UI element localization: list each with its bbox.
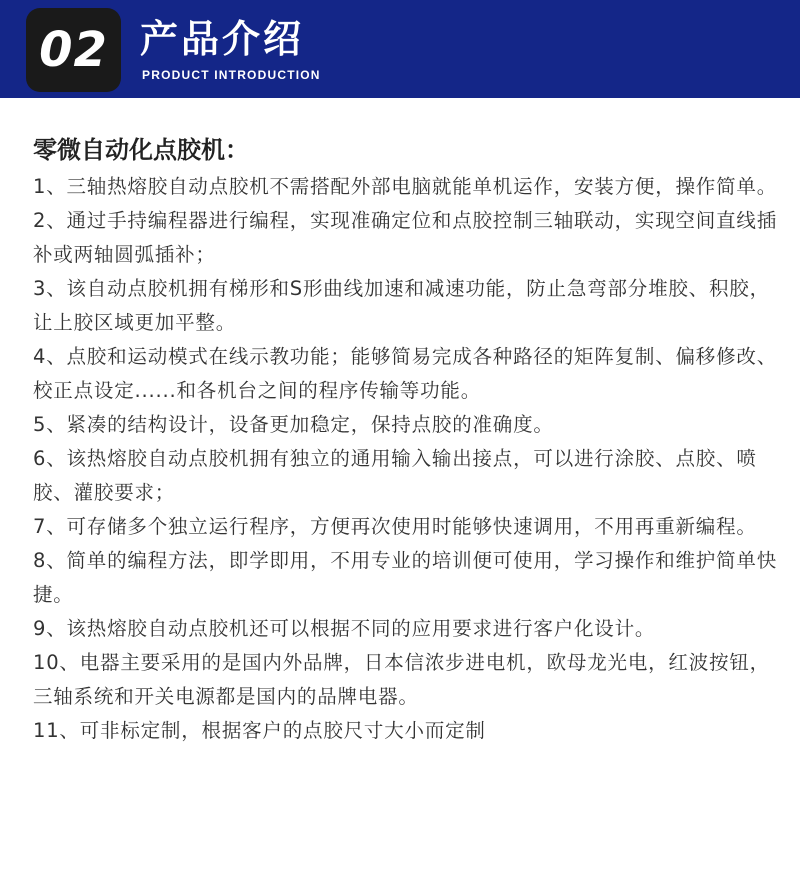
feature-item: 8、简单的编程方法，即学即用，不用专业的培训便可使用，学习操作和维护简单快捷。 bbox=[33, 549, 778, 606]
product-description bbox=[33, 130, 778, 748]
feature-item: 3、该自动点胶机拥有梯形和S形曲线加速和减速功能，防止急弯部分堆胶、积胶，让上胶区域更加平整。 bbox=[33, 277, 770, 334]
feature-item: 2、通过手持编程器进行编程，实现准确定位和点胶控制三轴联动，实现空间直线插补或两轴圆弧插补； bbox=[33, 209, 778, 266]
feature-item: 11、可非标定制，根据客户的点胶尺寸大小而定制 bbox=[33, 719, 486, 742]
feature-item: 1、三轴热熔胶自动点胶机不需搭配外部电脑就能单机运作，安装方便，操作简单。 bbox=[33, 175, 778, 198]
feature-item: 9、该热熔胶自动点胶机还可以根据不同的应用要求进行客户化设计。 bbox=[33, 617, 656, 640]
feature-item: 6、该热熔胶自动点胶机拥有独立的通用输入输出接点，可以进行涂胶、点胶、喷胶、灌胶要求； bbox=[33, 447, 757, 504]
section-number: 02 bbox=[39, 22, 108, 78]
feature-item: 5、紧凑的结构设计，设备更加稳定，保持点胶的准确度。 bbox=[33, 413, 554, 436]
feature-item: 10、电器主要采用的是国内外品牌，日本信浓步进电机，欧母龙光电，红波按钮，三轴系统和开关电源都是国内的品牌电器。 bbox=[33, 651, 770, 708]
product-heading: 零微自动化点胶机： bbox=[33, 136, 249, 164]
section-subtitle: PRODUCT INTRODUCTION bbox=[142, 68, 321, 82]
section-number-badge bbox=[26, 8, 121, 92]
feature-item: 7、可存储多个独立运行程序，方便再次使用时能够快速调用，不用再重新编程。 bbox=[33, 515, 757, 538]
section-title: 产品介绍 bbox=[140, 17, 305, 61]
section-header-banner bbox=[0, 0, 800, 98]
feature-item: 4、点胶和运动模式在线示教功能；能够简易完成各种路径的矩阵复制、偏移修改、校正点设定......和各机台之间的程序传输等功能。 bbox=[33, 345, 778, 402]
feature-list bbox=[33, 170, 778, 748]
